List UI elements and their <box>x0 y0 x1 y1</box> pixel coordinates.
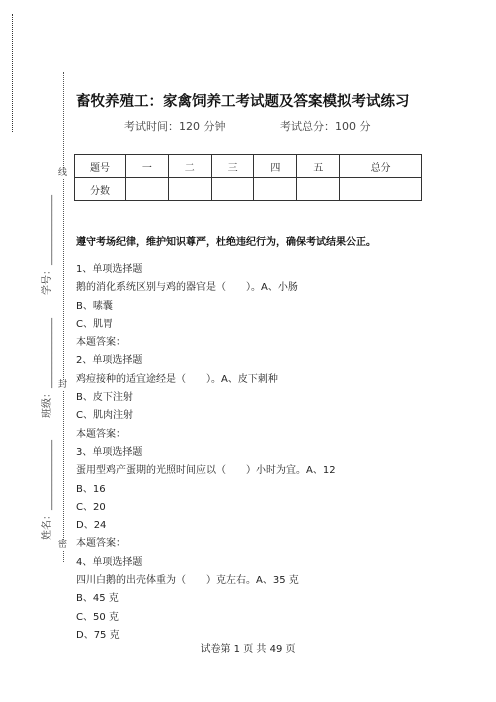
header-cell: 五 <box>297 155 340 178</box>
name-label: 姓名：______________ <box>42 440 53 540</box>
question-stem: 蛋用型鸡产蛋期的光照时间应以（ ）小时为宜。A、12 <box>76 465 336 477</box>
question-option: B、皮下注射 <box>76 392 133 404</box>
question-option: D、24 <box>76 520 107 532</box>
score-cell <box>168 178 211 201</box>
score-table-header-row <box>75 155 422 178</box>
question-type: 1、单项选择题 <box>76 264 143 275</box>
header-cell: 总分 <box>340 155 422 178</box>
question-option: D、75 克 <box>76 629 120 641</box>
header-cell: 二 <box>168 155 211 178</box>
score-cell <box>211 178 254 201</box>
question-option: B、16 <box>76 483 106 495</box>
binding-cut-line <box>63 72 64 562</box>
question-type: 4、单项选择题 <box>76 556 143 568</box>
seal-char-mid: 封 <box>58 380 68 390</box>
question-answer: 本题答案： <box>76 538 126 550</box>
question-option: C、肌肉注射 <box>76 410 133 422</box>
seal-char-top: 线 <box>58 168 68 178</box>
binding-dotted-edge <box>12 14 13 132</box>
student-id-label: 学号：______________ <box>42 195 53 295</box>
question-stem: 鹅的消化系统区别与鸡的器官是（ ）。A、小肠 <box>76 282 298 294</box>
exam-time: 考试时间：120 分钟 <box>124 120 226 133</box>
question-stem: 鸡痘接种的适宜途经是（ ）。A、皮下刺种 <box>76 373 278 385</box>
question-type: 2、单项选择题 <box>76 355 143 367</box>
seal-char-bottom: 密 <box>58 540 68 550</box>
class-label: 班级：______________ <box>42 318 53 418</box>
page-footer: 试卷第 1 页 共 49 页 <box>200 644 296 655</box>
question-answer: 本题答案： <box>76 428 126 440</box>
question-option: B、嗉囊 <box>76 300 113 312</box>
score-table <box>74 154 422 201</box>
header-cell: 一 <box>126 155 169 178</box>
question-option: C、50 克 <box>76 611 119 623</box>
exam-notice: 遵守考场纪律，维护知识尊严，杜绝违纪行为，确保考试结果公正。 <box>76 237 376 248</box>
question-option: B、45 克 <box>76 593 119 605</box>
score-cell <box>254 178 297 201</box>
total-score: 考试总分：100 分 <box>280 120 371 133</box>
question-option: C、20 <box>76 501 106 513</box>
question-option: C、肌胃 <box>76 318 113 330</box>
question-stem: 四川白鹅的出壳体重为（ ）克左右。A、35 克 <box>76 575 299 587</box>
question-answer: 本题答案： <box>76 337 126 349</box>
question-list <box>76 261 456 645</box>
header-cell: 四 <box>254 155 297 178</box>
header-cell: 三 <box>211 155 254 178</box>
score-cell <box>340 178 422 201</box>
header-cell: 题号 <box>75 155 126 178</box>
question-type: 3、单项选择题 <box>76 446 143 458</box>
score-row-label: 分数 <box>75 178 126 201</box>
score-table-score-row <box>75 178 422 201</box>
score-cell <box>126 178 169 201</box>
page-title: 畜牧养殖工：家禽饲养工考试题及答案模拟考试练习 <box>76 94 410 110</box>
score-cell <box>297 178 340 201</box>
